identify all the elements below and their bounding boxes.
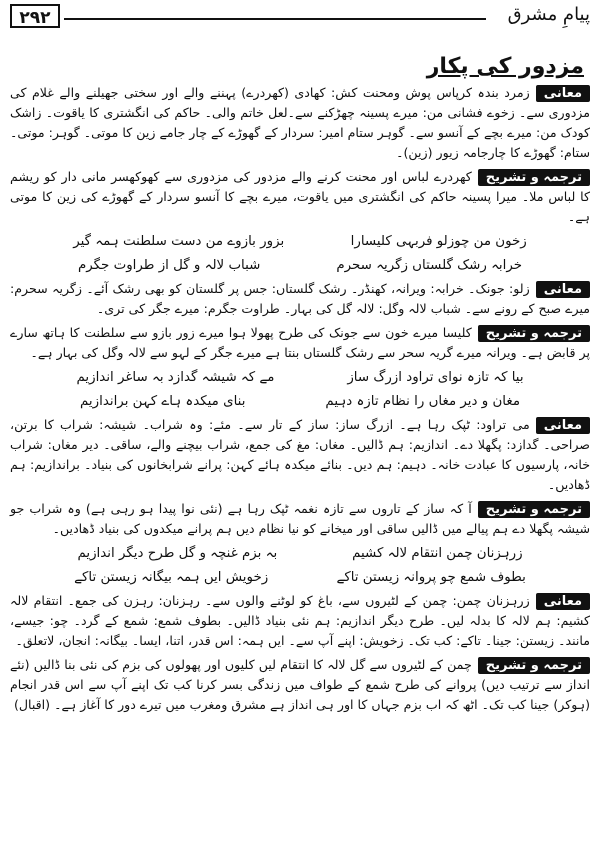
translation-text: آ کہ ساز کے تاروں سے تازہ نغمہ ٹپک رہا ہے (نئی نوا پیدا ہو رہی ہے) وہ شراب جو شیشہ پگھلا دے ہم پیالے میں ڈالیں ساقی اور میخانے کو نیا نظام دیں ہم پرانے میکدوں کی بنیاد ڈھادیں۔ <box>10 501 590 536</box>
translation-text: کلیسا میرے خون سے جونک کی طرح پھولا ہوا میرے زور بازو سے سلطنت کا ہاتھ سارے پر قابض ہے۔ ویرانہ میرے گریہ سحر سے رشک گلستاں بنتا ہے میرے جگر کے لہو سے لالہ وگل کی بہار ہے۔ <box>10 325 590 360</box>
verse-hemistich: زخون من چوزلو فربہی کلیسارا <box>350 234 527 249</box>
meanings-paragraph <box>10 415 590 495</box>
meanings-paragraph <box>10 279 590 319</box>
verse-hemistich: زرہزنان چمن انتقام لالہ کشیم <box>352 546 523 561</box>
verse-hemistich: بزور بازوے من دست سلطنت ہمہ گیر <box>73 234 285 249</box>
translation-label: ترجمہ و تشریح <box>478 325 590 342</box>
verse-line <box>40 567 560 589</box>
book-title: پیامِ مشرق <box>507 4 590 25</box>
page-header <box>10 4 590 34</box>
meanings-text: زمرد بندہ کرپاس پوش ومحنت کش: کھادی (کھردرے) پہننے والے اور سختی جھیلنے والے غلام کی مزدوری سے۔ زخوے فشانی من: میرے پسینہ چھڑکنے سے۔لعل خاتم والی۔ حاکم کی انگشتری کا یاقوت۔ زاشک کودک من: میرے بچے کے آنسو سے۔ گوہر ستام امیر: سردار کے گھوڑے کے چار جامے زین کا موتی۔ گوہر: موتی۔ ستام: گھوڑے کا چارجامہ زیور (زین)۔ <box>10 85 590 160</box>
translation-label: ترجمہ و تشریح <box>478 169 590 186</box>
verse-hemistich: مغان و دیر مغاں را نظام تازہ دہیم <box>325 394 521 409</box>
header-rule <box>64 18 486 20</box>
poem-title: مزدور کی پکار <box>426 54 584 79</box>
verse-hemistich: بطوف شمع چو پروانہ زیستن تاکے <box>336 570 526 585</box>
meanings-paragraph <box>10 591 590 651</box>
translation-paragraph <box>10 499 590 539</box>
meanings-label: معانی <box>536 281 590 298</box>
translation-label: ترجمہ و تشریح <box>478 657 590 674</box>
verse-line <box>40 543 560 565</box>
verse-line <box>40 367 560 389</box>
verse-line <box>40 255 560 277</box>
verse-hemistich: خرابہ رشک گلستاں زگریہ سحرم <box>336 258 523 273</box>
verse-hemistich: بہ بزم غنچہ و گل طرح دیگر اندازیم <box>77 546 278 561</box>
meanings-paragraph <box>10 83 590 163</box>
verse-hemistich: بنای میکدہ ہاے کہن براندازیم <box>80 394 246 409</box>
verse-hemistich: مے کہ شیشہ گدازد بہ ساغر اندازیم <box>76 370 275 385</box>
page-content <box>10 44 590 719</box>
translation-paragraph <box>10 323 590 363</box>
meanings-label: معانی <box>536 417 590 434</box>
translation-paragraph <box>10 655 590 715</box>
meanings-label: معانی <box>536 593 590 610</box>
translation-label: ترجمہ و تشریح <box>478 501 590 518</box>
verse-hemistich: بیا کہ تازہ نوای تراود ازرگ ساز <box>347 370 524 385</box>
meanings-text: زلو: جونک۔ خرابہ: ویرانہ، کھنڈر۔ رشک گلستاں: جس پر گلستان کو بھی رشک آئے۔ زگریہ سحرم: میرے صبح کے رونے سے۔ شباب لالہ وگل: لالہ گل کی بہار۔ طراوت جگرم: میرے جگر کی تری۔ <box>10 281 590 316</box>
meanings-text: می تراود: ٹپک رہا ہے۔ ازرگ ساز: ساز کے تار سے۔ مئے: وہ شراب۔ شیشہ: شراب کا برتن، صراحی۔ گدازد: پگھلا دے۔ اندازیم: ہم ڈالیں۔ مغاں: مغ کی جمع، شراب بیچنے والے، ساقی۔ دیر مغاں: شراب خانہ، پارسیوں کا عبادت خانہ۔ دہیم: ہم دیں۔ بنائے میکدہ ہائے کہن: پرانے شرابخانوں کی بنیاد۔ براندازیم: ہم ڈھادیں۔ <box>10 417 590 492</box>
verse-hemistich: زخویش ایں ہمہ بیگانہ زیستن تاکے <box>74 570 269 585</box>
meanings-label: معانی <box>536 85 590 102</box>
page-number: ۲۹۲ <box>10 4 60 28</box>
verse-hemistich: شباب لالہ و گل از طراوت جگرم <box>77 258 261 273</box>
verse-line <box>40 231 560 253</box>
meanings-text: زرہزنان چمن: چمن کے لٹیروں سے، باغ کو لوٹنے والوں سے۔ رہزنان: رہزن کی جمع۔ انتقام لالہ کشیم: ہم لالہ کا بدلہ لیں۔ طرح دیگر اندازیم: ہم نئی بنیاد ڈالیں۔ بطوف شمع: شمع کے گرد۔ چو: جیسے، مانند۔ زیستن: جینا۔ تاکے: کب تک۔ زخویش: اپنے آپ سے۔ ایں ہمہ: اس قدر، اتنا، ایسا۔ بیگانہ: انجان، لاتعلق۔ <box>10 593 590 648</box>
translation-text: کھردرے لباس اور محنت کرنے والے مزدور کی مزدوری سے کھوکھسر مانی دار کو ریشم کا لباس ملا۔ میرا پسینہ حاکم کی انگشتری میں یاقوت، میرے بچے کا آنسو سردار کے گھوڑے کی زین کا موتی ہے۔ <box>10 169 590 224</box>
translation-paragraph <box>10 167 590 227</box>
verse-line <box>40 391 560 413</box>
translation-text: چمن کے لٹیروں سے گل لالہ کا انتقام لیں کلیوں اور پھولوں کی بزم کی نئی بنا ڈالیں (نئے انداز سے ترتیب دیں) پروانے کی طرح شمع کے طواف میں زندگی بسر کرنا کب تک اپنے آپ سے اس قدر انجام (ہوکر) جینا کب تک۔ اٹھ کہ اب بزم جہاں کا اور ہی انداز ہے مشرق ومغرب میں تیرے دور کا آغاز ہے۔ (اقبال) <box>10 657 590 712</box>
